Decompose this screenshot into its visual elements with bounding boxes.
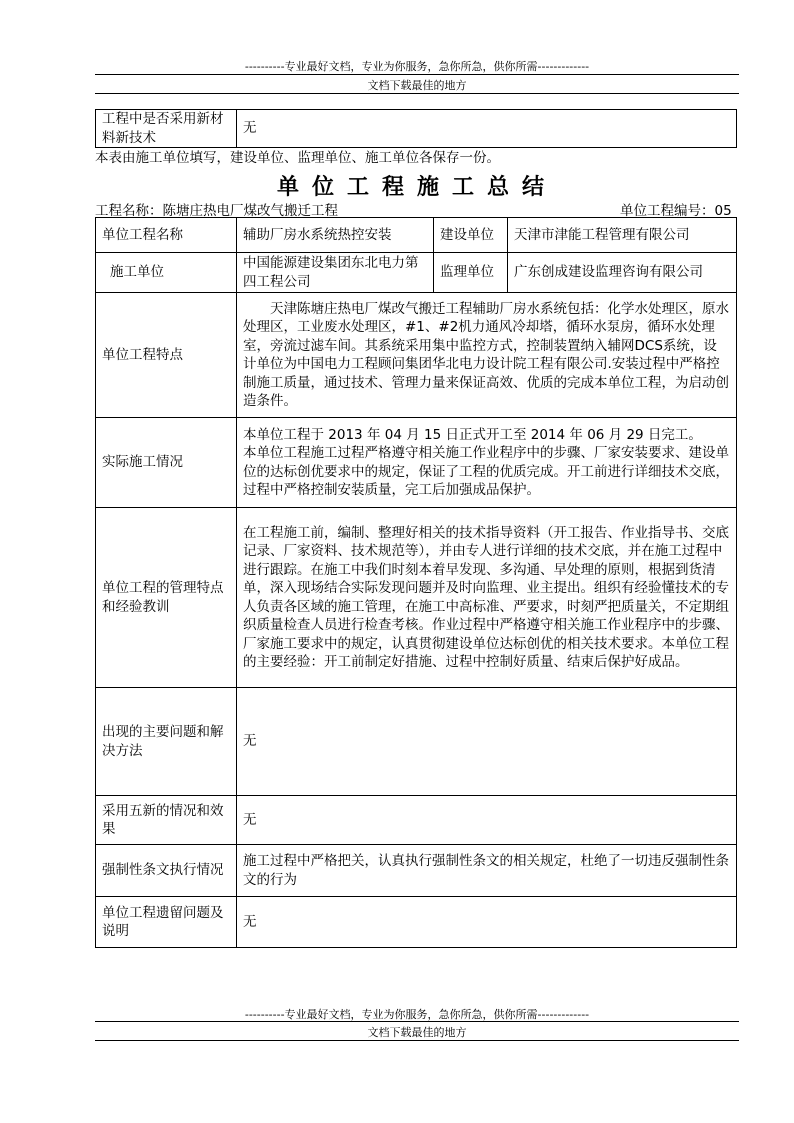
- problems-value: 无: [237, 688, 737, 796]
- client-value: 天津市津能工程管理有限公司: [508, 218, 737, 253]
- table-row: [96, 508, 737, 688]
- table-row: [96, 293, 737, 418]
- table-row: [96, 897, 737, 948]
- table-row: [96, 796, 737, 845]
- table-row: [96, 418, 737, 508]
- actual-cell: [237, 418, 737, 508]
- table-row: [96, 218, 737, 253]
- footer-slogan: ----------专业最好文档，专业为你服务，急你所急，供你所需-------------: [244, 1008, 590, 1021]
- project-name: 工程名称：陈塘庄热电厂煤改气搬迁工程: [95, 203, 338, 219]
- page-title: 单位工程施工总结: [276, 174, 557, 200]
- header-rule-bottom: [95, 93, 739, 94]
- mandatory-value: 施工过程中严格把关，认真执行强制性条文的相关规定，杜绝了一切违反强制性条文的行为: [237, 845, 737, 897]
- unit-code: 单位工程编号：05: [620, 203, 732, 219]
- problems-label: 出现的主要问题和解决方法: [96, 688, 237, 796]
- header-slogan: ----------专业最好文档，专业为你服务，急你所急，供你所需-------------: [244, 60, 590, 73]
- five-new-label: 采用五新的情况和效果: [96, 796, 237, 845]
- actual-line2: 本单位工程施工过程严格遵守相关施工作业程序中的步骤、厂家安装要求、建设单位的达标创优要求中的规定，保证了工程的优质完成。开工前进行详细技术交底，过程中严格控制安装质量，完工后加强成品保护。: [243, 445, 729, 498]
- remaining-label: 单位工程遗留问题及说明: [96, 897, 237, 948]
- prev-table: [95, 109, 737, 148]
- footer-subtitle: 文档下载最佳的地方: [367, 1026, 467, 1039]
- table-row: [96, 845, 737, 897]
- prev-table-label: 工程中是否采用新材料新技术: [96, 110, 237, 148]
- actual-label: 实际施工情况: [96, 418, 237, 508]
- table-row: [96, 253, 737, 293]
- mandatory-label: 强制性条文执行情况: [96, 845, 237, 897]
- footer-rule: [95, 1021, 739, 1022]
- summary-table: [95, 217, 737, 948]
- supervisor-label: 监理单位: [434, 253, 508, 293]
- header-subtitle: 文档下载最佳的地方: [367, 79, 467, 92]
- five-new-value: 无: [237, 796, 737, 845]
- management-label: 单位工程的管理特点和经验教训: [96, 508, 237, 688]
- prev-table-value: 无: [237, 110, 737, 148]
- actual-line1: 本单位工程于 2013 年 04 月 15 日正式开工至 2014 年 06 月 29 日完工。: [243, 426, 702, 443]
- supervisor-value: 广东创成建设监理咨询有限公司: [508, 253, 737, 293]
- footer-rule-bottom: [95, 1040, 739, 1041]
- unit-name-value: 辅助厂房水系统热控安装: [237, 218, 434, 253]
- contractor-label: 施工单位: [96, 253, 237, 293]
- features-label: 单位工程特点: [96, 293, 237, 418]
- remaining-value: 无: [237, 897, 737, 948]
- management-text: 在工程施工前，编制、整理好相关的技术指导资料（开工报告、作业指导书、交底记录、厂家资料、技术规范等），并由专人进行详细的技术交底，并在施工过程中进行跟踪。在施工中我们时刻本着早发现、多沟通、早处理的原则，根据到货清单，深入现场结合实际发现问题并及时向监理、业主提出。组织有经验懂技术的专人负责各区域的施工管理，在施工中高标准、严要求，时刻严把质量关，不定期组织质量检查人员进行检查考核。作业过程中严格遵守相关施工作业程序中的步骤、厂家施工要求中的规定，认真贯彻建设单位达标创优的相关技术要求。本单位工程的主要经验：开工前制定好措施、过程中控制好质量、结束后保护好成品。: [237, 508, 737, 688]
- features-text: 天津陈塘庄热电厂煤改气搬迁工程辅助厂房水系统包括：化学水处理区，原水处理区，工业废水处理区，#1、#2机力通风冷却塔，循环水泵房，循环水处理室，旁流过滤车间。其系统采用集中监控方式，控制装置纳入辅网DCS系统，设计单位为中国电力工程顾问集团华北电力设计院工程有限公司.安装过程中严格控制施工质量，通过技术、管理力量来保证高效、优质的完成本单位工程，为启动创造条件。: [237, 293, 737, 418]
- table-row: [96, 688, 737, 796]
- header-rule: [95, 74, 739, 75]
- contractor-value: 中国能源建设集团东北电力第四工程公司: [237, 253, 434, 293]
- unit-name-label: 单位工程名称: [96, 218, 237, 253]
- client-label: 建设单位: [434, 218, 508, 253]
- note-text: 本表由施工单位填写，建设单位、监理单位、施工单位各保存一份。: [95, 150, 500, 166]
